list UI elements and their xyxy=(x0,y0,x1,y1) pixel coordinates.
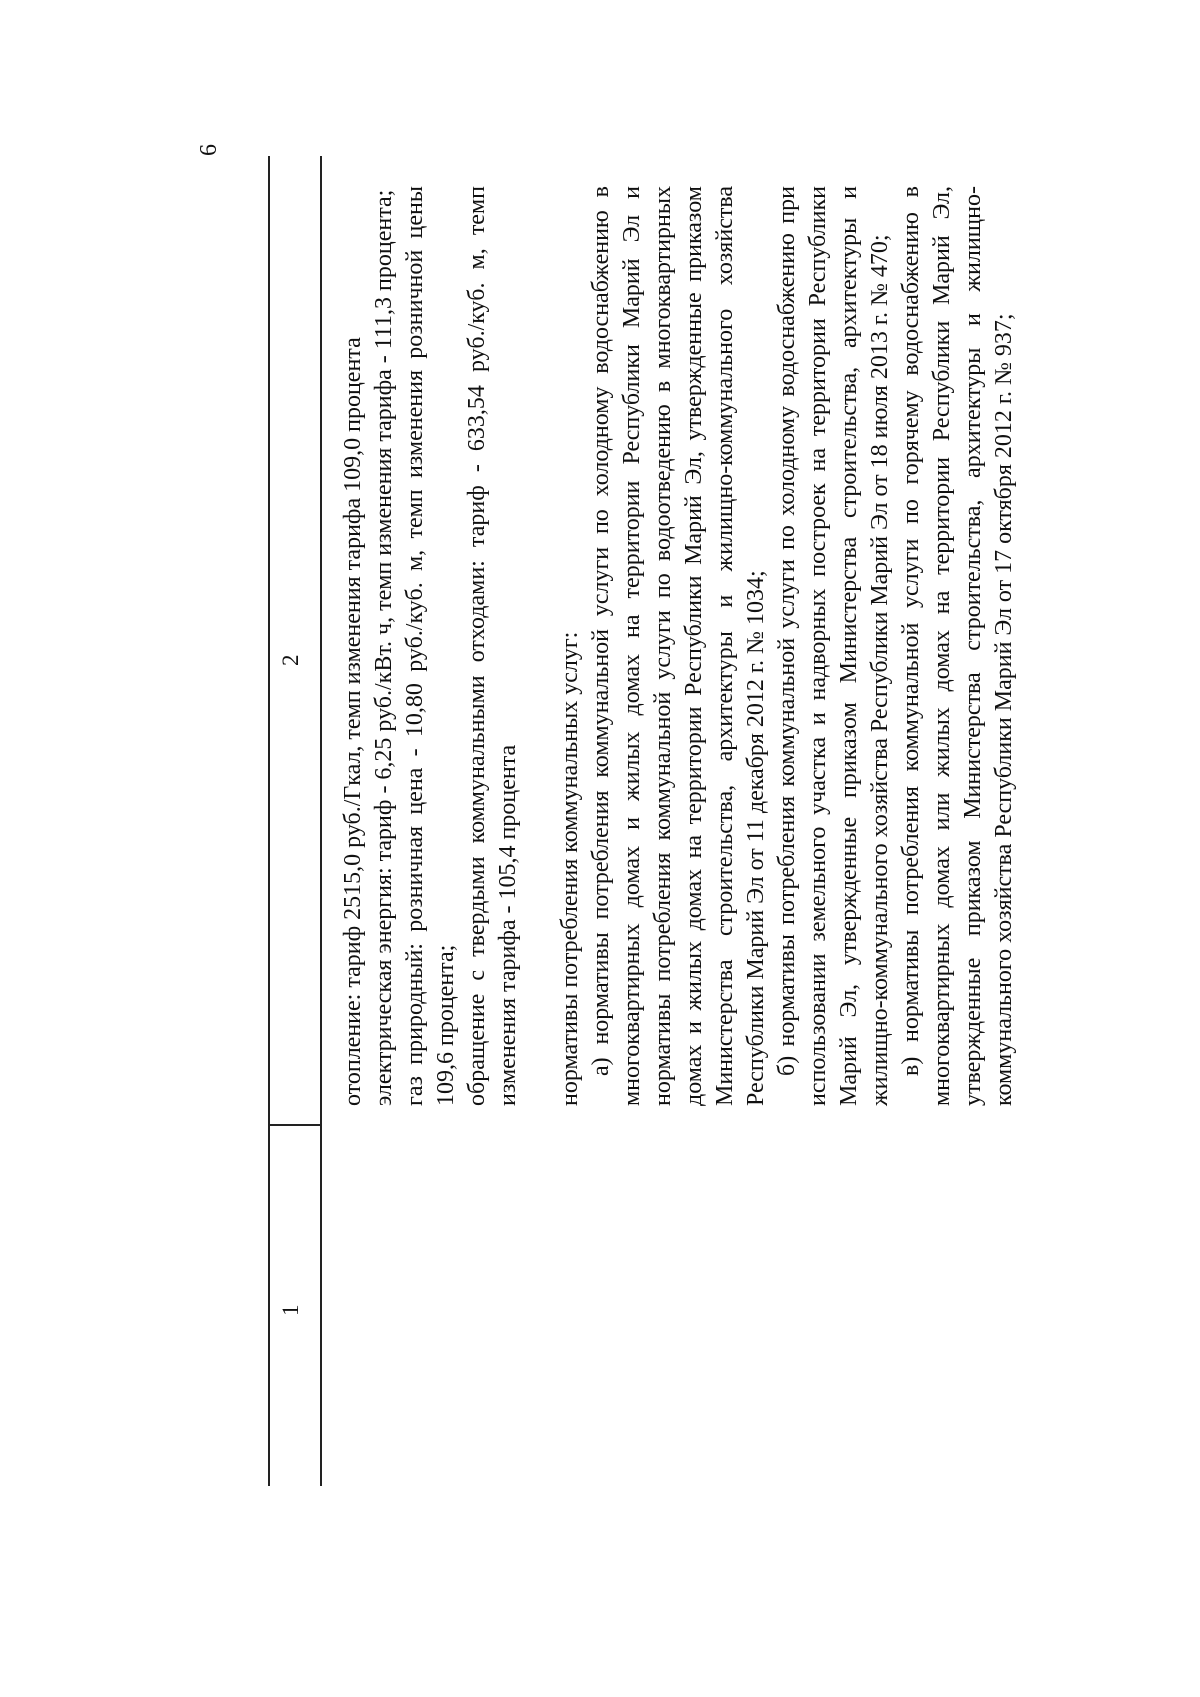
column-divider xyxy=(268,1124,320,1126)
column-header-1: 1 xyxy=(278,1304,303,1316)
column-header-2: 2 xyxy=(278,654,303,666)
heating-tariff-line: отопление: тариф 2515,0 руб./Гкал, темп изменения тарифа 109,0 процента xyxy=(340,337,366,1106)
rotated-page xyxy=(190,128,1017,1568)
waste-tariff-line: обращение с твердыми коммунальными отходами: тариф - 633,54 руб./куб. м, темп изменения тарифа - 105,4 процента xyxy=(464,186,521,1106)
table-header-rule xyxy=(320,156,322,1486)
table-cell-content xyxy=(338,186,1020,1106)
table xyxy=(268,156,1017,1486)
gas-price-line: газ природный: розничная цена - 10,80 руб./куб. м, темп изменения розничной цены 109,6 процента; xyxy=(402,186,459,1106)
norm-item-a: а) нормативы потребления коммунальной услуги по холодному водоснабжению в многоквартирных домах и жилых домах на территории Республики Марий Эл и нормативы потребления коммунальной услуги по водоотведению в многоквартирных домах и жилых домах на территории Республики Марий Эл, утвержденные приказом Министерства строительства, архитектуры и жилищно-коммунального хозяйства Республики Марий Эл от 11 декабря 2012 г. № 1034; xyxy=(588,186,769,1106)
norm-item-b: б) нормативы потребления коммунальной услуги по холодному водоснабжению при использовании земельного участка и надворных построек на территории Республики Марий Эл, утвержденные приказом Министерства строительства, архитектуры и жилищно-коммунального хозяйства Республики Марий Эл от 18 июля 2013 г. № 470; xyxy=(774,186,893,1106)
paragraph-gap xyxy=(524,186,555,1106)
norms-heading: нормативы потребления коммунальных услуг: xyxy=(557,631,583,1106)
table-top-rule xyxy=(268,156,270,1486)
norm-item-c: в) нормативы потребления коммунальной услуги по горячему водоснабжению в многоквартирных домах или жилых домах на территории Республики Марий Эл, утвержденные приказом Министерства строительства, архитектуры и жилищно-коммунального хозяйства Республики Марий Эл от 17 октября 2012 г. № 937; xyxy=(898,186,1017,1106)
electricity-tariff-line: электрическая энергия: тариф - 6,25 руб./кВт. ч, темп изменения тарифа - 111,3 процента; xyxy=(371,189,397,1106)
page-number: 6 xyxy=(196,144,222,156)
